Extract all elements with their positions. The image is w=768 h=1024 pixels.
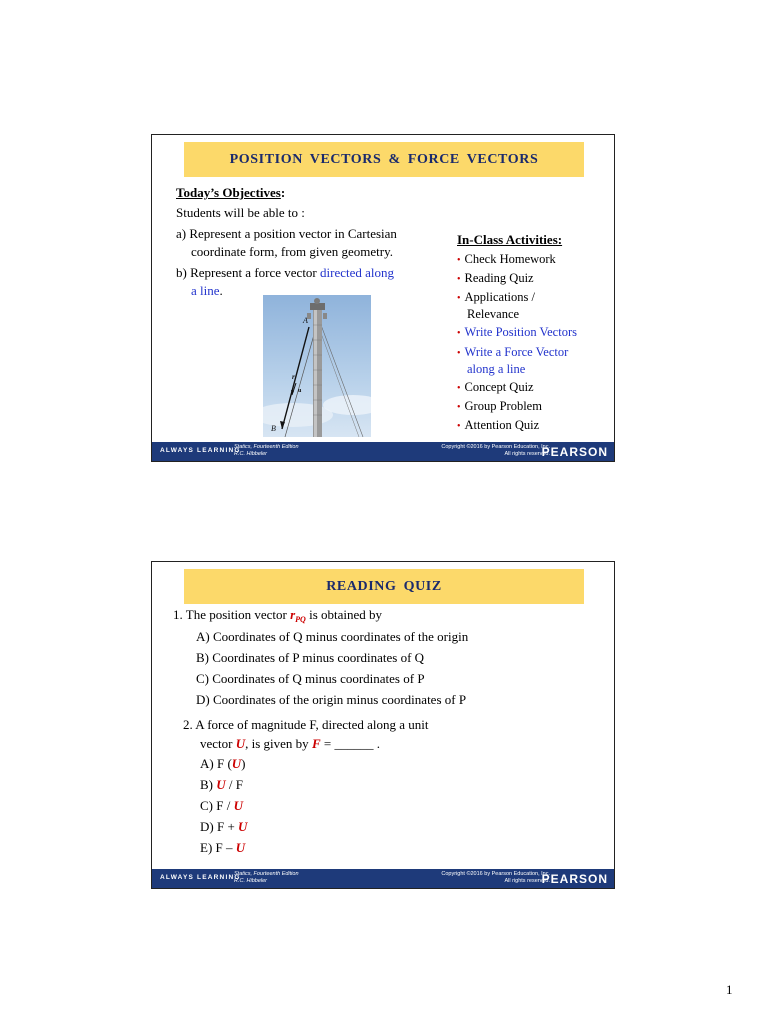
- activities-heading: In-Class Activities:: [457, 232, 563, 247]
- q1-option: D) Coordinates of the origin minus coordinates of P: [196, 692, 467, 707]
- pearson-logo: PEARSON: [541, 872, 608, 886]
- bullet-icon: •: [457, 293, 461, 304]
- slide-reading-quiz: [151, 561, 615, 889]
- bullet-icon: •: [457, 402, 461, 413]
- copyright-info: Copyright ©2016 by Pearson Education, Inc. All rights reserved.: [441, 871, 550, 884]
- q2-option: D) F + U: [200, 819, 248, 834]
- objective-a-line2: coordinate form, from given geometry.: [191, 244, 394, 259]
- q2-option: E) F – U: [200, 840, 246, 855]
- q1-option: A) Coordinates of Q minus coordinates of the origin: [196, 629, 469, 644]
- objective-a-line1: a) Represent a position vector in Cartesian: [176, 226, 397, 241]
- page-number: 1: [726, 982, 733, 997]
- bullet-icon: •: [457, 421, 461, 432]
- copyright-info: Copyright ©2016 by Pearson Education, Inc. All rights reserved.: [441, 444, 550, 457]
- slide-title: READING QUIZ: [184, 569, 584, 604]
- bullet-icon: •: [457, 328, 461, 339]
- activity-item: • Applications / Relevance: [457, 290, 535, 321]
- always-learning-label: ALWAYS LEARNING: [160, 447, 241, 454]
- question-2-line1: 2. A force of magnitude F, directed along a unit: [183, 717, 429, 732]
- slide-footer: [152, 869, 614, 888]
- edition-info: Statics, Fourteenth Edition R.C. Hibbeler: [234, 444, 299, 457]
- bullet-icon: •: [457, 255, 461, 266]
- objective-b-line2: a line.: [191, 283, 223, 298]
- slide-position-vectors: [151, 134, 615, 462]
- activity-item: • Check Homework: [457, 252, 556, 266]
- question-2-line2: vector U, is given by F = ______ .: [200, 736, 380, 751]
- mast-photo: [263, 295, 371, 437]
- activity-item: • Concept Quiz: [457, 380, 534, 394]
- objectives-heading-line: Today’s Objectives:: [176, 185, 286, 200]
- edition-info: Statics, Fourteenth Edition R.C. Hibbeler: [234, 871, 299, 884]
- objective-b-line1: b) Represent a force vector directed along: [176, 265, 395, 280]
- activity-item: • Reading Quiz: [457, 271, 534, 285]
- slide-footer: [152, 442, 614, 461]
- vector-u-label: u: [298, 388, 302, 394]
- activity-item: • Attention Quiz: [457, 418, 540, 432]
- q2-option: B) U / F: [200, 777, 243, 792]
- point-a-label: A: [303, 316, 308, 325]
- always-learning-label: ALWAYS LEARNING: [160, 874, 241, 881]
- q1-option: C) Coordinates of Q minus coordinates of P: [196, 671, 425, 686]
- activity-item: • Group Problem: [457, 399, 542, 413]
- objectives-intro: Students will be able to :: [176, 205, 305, 220]
- q2-option: C) F / U: [200, 798, 243, 813]
- point-b-label: B: [271, 424, 276, 433]
- pearson-logo: PEARSON: [541, 445, 608, 459]
- activity-item: • Write a Force Vector along a line: [457, 345, 569, 376]
- bullet-icon: •: [457, 274, 461, 285]
- vector-r-label: r: [292, 373, 295, 381]
- activity-item: • Write Position Vectors: [457, 325, 577, 339]
- q1-option: B) Coordinates of P minus coordinates of Q: [196, 650, 425, 665]
- mast-illustration: [263, 295, 371, 437]
- slide-title: POSITION VECTORS & FORCE VECTORS: [184, 142, 584, 177]
- question-1: 1. The position vector $r_{PQ}$ is obtained by: [173, 607, 383, 624]
- bullet-icon: •: [457, 383, 461, 394]
- q2-option: A) F (U): [200, 756, 246, 771]
- bullet-icon: •: [457, 348, 461, 359]
- objectives-heading: Today’s Objectives: [176, 185, 281, 200]
